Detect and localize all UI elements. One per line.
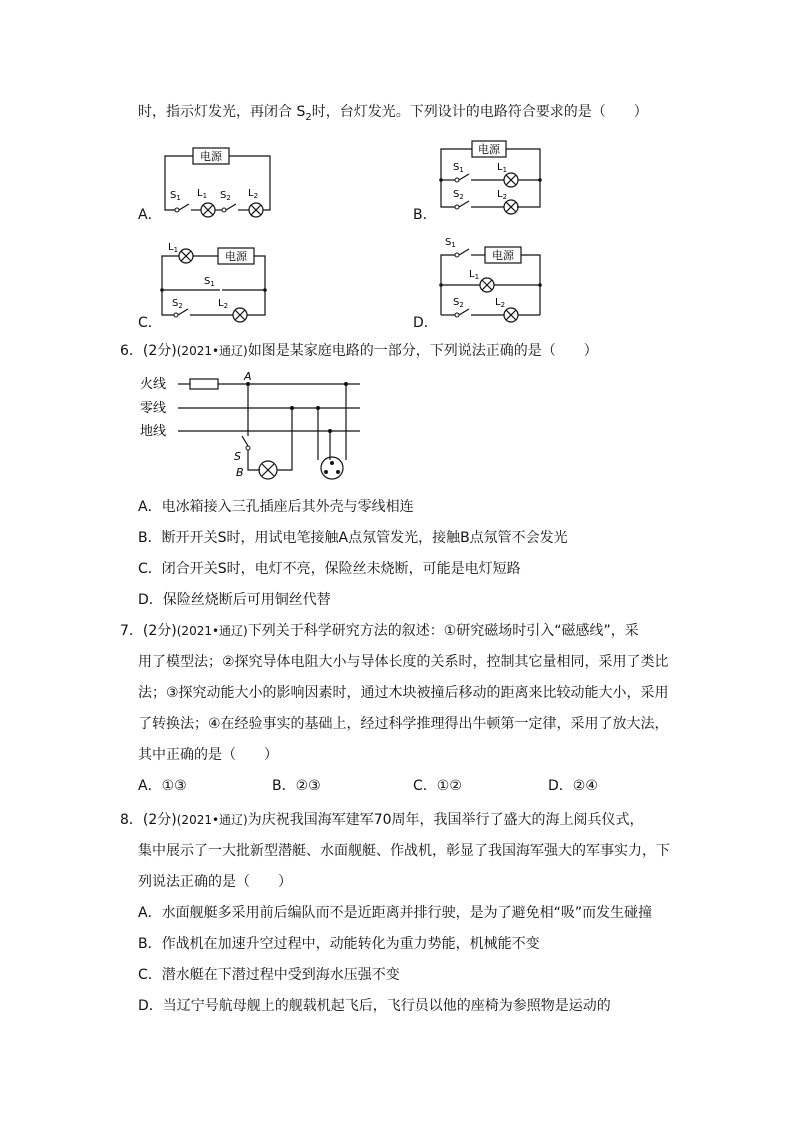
- svg-text:L2: $L_2$: [497, 189, 508, 201]
- q6-option-a[interactable]: A．电冰箱接入三孔插座后其外壳与零线相连: [138, 499, 414, 515]
- svg-text:S2: $S_2$: [172, 298, 183, 310]
- switch-s2-d: [459, 309, 469, 315]
- q7-option-b[interactable]: B．②③: [272, 778, 321, 794]
- switch-s2-b: [459, 201, 469, 207]
- svg-text:L2: $L_2$: [495, 297, 506, 309]
- q5-option-a-label[interactable]: A．: [138, 207, 162, 223]
- q5-text-part2: 时，台灯发光。下列设计的电路符合要求的是（ ）: [311, 104, 648, 120]
- svg-text:S1: $S_1$: [453, 162, 464, 174]
- q7-option-a[interactable]: A．①③: [138, 778, 187, 794]
- svg-text:L1: $L_1$: [497, 162, 508, 174]
- svg-text:L2: $L_2$: [248, 188, 259, 200]
- wire-live-label: 火线: [140, 377, 167, 392]
- q7-stem-line3: 法；③探究动能大小的影响因素时，通过木块被撞后移动的距离来比较动能大小，采用: [138, 685, 669, 701]
- svg-text:S2: $S_2$: [453, 297, 464, 309]
- svg-text:S2: $S_2$: [220, 190, 231, 202]
- q5-stem-continuation: [138, 102, 648, 128]
- point-a-label: A: [244, 370, 252, 383]
- q6-option-b[interactable]: B．断开开关S时，用试电笔接触A点氖管发光，接触B点氖管不会发光: [138, 530, 568, 546]
- q5-circuit-d[interactable]: [435, 233, 550, 328]
- point-b-label: B: [236, 466, 244, 479]
- switch-s-label: S: [234, 450, 241, 463]
- q7-option-d[interactable]: D．②④: [548, 778, 598, 794]
- q8-option-d[interactable]: D．当辽宁号航母舰上的舰载机起飞后，飞行员以他的座椅为参照物是运动的: [138, 998, 611, 1014]
- svg-text:S1: $S_1$: [445, 237, 456, 249]
- q7-stem-line2: 用了模型法；②探究导体电阻大小与导体长度的关系时，控制其它量相同，采用了类比: [138, 654, 669, 670]
- q5-circuit-c[interactable]: [160, 238, 275, 328]
- q8-stem-line3: 列说法正确的是（ ）: [138, 874, 292, 890]
- q5-circuit-a[interactable]: [160, 140, 285, 225]
- q6-option-d[interactable]: D．保险丝烧断后可用铜丝代替: [138, 592, 331, 608]
- svg-text:电源: 电源: [225, 250, 247, 263]
- q7-option-c[interactable]: C．①②: [413, 778, 462, 794]
- switch-s2-a: [226, 204, 236, 210]
- q5-option-d-label[interactable]: D．: [413, 315, 438, 331]
- wire-neutral-label: 零线: [140, 401, 167, 416]
- q5-option-b-label[interactable]: B．: [413, 207, 437, 223]
- q8-option-c[interactable]: C．潜水艇在下潜过程中受到海水压强不变: [138, 967, 400, 983]
- q8-option-a[interactable]: A．水面舰艇多采用前后编队而不是近距离并排行驶，是为了避免相“吸”而发生碰撞: [138, 905, 653, 921]
- svg-text:S1: $S_1$: [204, 276, 215, 288]
- svg-text:电源: 电源: [492, 249, 514, 262]
- svg-text:L1: $L_1$: [168, 242, 179, 254]
- svg-text:电源: 电源: [478, 143, 500, 156]
- switch-s1-d: [459, 249, 469, 255]
- q5-text-part1: 时，指示灯发光，再闭合 S: [138, 104, 306, 120]
- wire-ground-label: 地线: [140, 424, 167, 439]
- q6-option-c[interactable]: C．闭合开关S时，电灯不亮，保险丝未烧断，可能是电灯短路: [138, 561, 521, 577]
- switch-s1-b: [459, 174, 469, 180]
- q7-stem-line4: 了转换法；④在经验事实的基础上，经过科学推理得出牛顿第一定律，采用了放大法，: [138, 716, 669, 732]
- q6-stem: 6．(2分)(2021•通辽)如图是某家庭电路的一部分，下列说法正确的是（ ）: [120, 343, 598, 359]
- svg-text:L2: $L_2$: [218, 298, 229, 310]
- svg-text:L1: $L_1$: [197, 188, 208, 200]
- svg-text:S2: $S_2$: [453, 189, 464, 201]
- q8-option-b[interactable]: B．作战机在加速升空过程中，动能转化为重力势能，机械能不变: [138, 936, 540, 952]
- q5-option-c-label[interactable]: C．: [138, 315, 162, 331]
- q6-household-circuit: [138, 368, 368, 483]
- switch-s1-a: [179, 204, 189, 210]
- q7-stem-line5: 其中正确的是（ ）: [138, 747, 278, 763]
- q5-sub: 2: [305, 111, 312, 123]
- svg-text:L1: $L_1$: [469, 269, 480, 281]
- q8-stem-line2: 集中展示了一大批新型潜艇、水面舰艇、作战机，彰显了我国海军强大的军事实力，下: [138, 843, 670, 859]
- switch-s: [242, 436, 248, 446]
- svg-text:电源: 电源: [200, 150, 222, 163]
- q7-stem-line1: 7．(2分)(2021•通辽)下列关于科学研究方法的叙述：①研究磁场时引入“磁感线”，采: [120, 623, 639, 639]
- three-pin-socket-icon: [321, 457, 343, 479]
- q5-circuit-b[interactable]: [435, 135, 550, 220]
- fuse: [190, 379, 218, 389]
- q8-stem-line1: 8．(2分)(2021•通辽)为庆祝我国海军建军70周年，我国举行了盛大的海上阅兵仪式，: [120, 812, 644, 828]
- svg-text:S1: $S_1$: [170, 190, 181, 202]
